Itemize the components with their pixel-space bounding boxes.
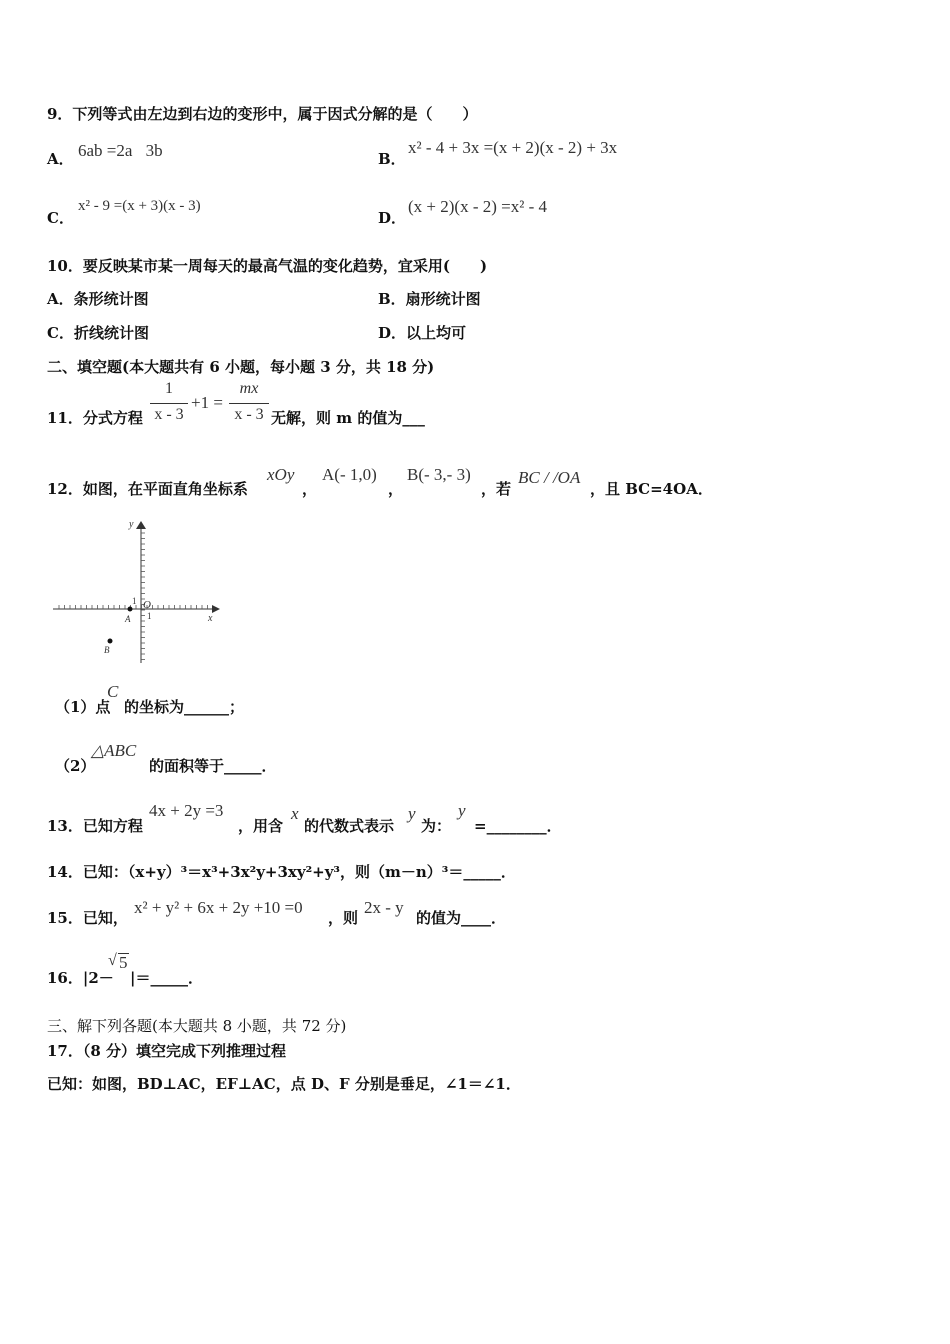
graph-tick-1-y: 1 — [132, 596, 137, 606]
q10-option-b: B．扇形统计图 — [378, 290, 481, 308]
coordinate-graph — [48, 515, 223, 670]
q12-sub2-suffix: 的面积等于_____． — [149, 757, 277, 775]
q12-sub2-var: △ABC — [91, 741, 137, 760]
q10-option-a: A．条形统计图 — [47, 290, 149, 308]
q10-stem: 10．要反映某市某一周每天的最高气温的变化趋势，宜采用( ) — [47, 257, 488, 275]
q10-option-d: D．以上均可 — [378, 324, 467, 342]
q9-option-b-label: B． — [378, 150, 406, 168]
q16-prefix: 16．|2－ — [47, 969, 114, 987]
q12-point-b: B(- 3,- 3) — [407, 465, 471, 484]
q15-prefix: 15．已知， — [47, 909, 128, 927]
q12-comma-2: ， — [388, 480, 404, 498]
graph-x-label: x — [208, 613, 213, 624]
graph-point-a — [128, 607, 133, 612]
y-axis-ticks — [141, 533, 145, 660]
q12-xoy: xOy — [267, 465, 295, 484]
q12-point-a: A(- 1,0) — [322, 465, 377, 484]
x-axis-arrow — [212, 605, 220, 613]
q9-stem: 9．下列等式由左边到右边的变形中，属于因式分解的是（ ） — [47, 105, 478, 123]
q12-sub1-var: C — [107, 682, 119, 701]
y-axis-arrow — [136, 521, 146, 529]
q15-equation: x² + y² + 6x + 2y +10 =0 — [134, 898, 303, 917]
q13-equation: 4x + 2y =3 — [149, 801, 224, 820]
q9-option-b-expr: x² - 4 + 3x =(x + 2)(x - 2) + 3x — [408, 138, 618, 157]
section-2-heading: 二、填空题(本大题共有 6 小题，每小题 3 分，共 18 分) — [47, 358, 435, 376]
q9-option-c-label: C． — [47, 209, 74, 227]
q13-y-2: y — [458, 801, 466, 820]
q13-y: y — [408, 804, 416, 823]
q11-frac2-denominator: x - 3 — [234, 406, 264, 423]
q12-prefix: 12．如图，在平面直角坐标系 — [47, 480, 248, 498]
q9-option-d-expr: (x + 2)(x - 2) =x² - 4 — [408, 197, 547, 216]
q11-frac1-denominator: x - 3 — [154, 406, 184, 423]
q13-mid-3: 为： — [421, 817, 452, 835]
graph-point-b — [108, 639, 113, 644]
q17-given: 已知：如图，BD⊥AC，EF⊥AC，点 D、F 分别是垂足，∠1＝∠1． — [47, 1075, 521, 1093]
q12-comma-1: ， — [302, 480, 318, 498]
q15-suffix: 的值为____． — [416, 909, 507, 927]
q13-x: x — [291, 804, 299, 823]
section-3-heading: 三、解下列各题(本大题共 8 小题，共 72 分) — [47, 1017, 347, 1035]
q11-prefix: 11．分式方程 — [47, 409, 143, 427]
q13-suffix: =________． — [474, 817, 562, 835]
q11-frac2-bar — [229, 403, 269, 404]
q12-ruo: ，若 — [481, 480, 512, 498]
q9-option-d-label: D． — [378, 209, 407, 227]
q11-frac1-numerator: 1 — [165, 380, 173, 397]
q11-frac1-bar — [150, 403, 188, 404]
q15-expression: 2x - y — [364, 898, 404, 917]
q9-option-a-expr: 6ab =2a⃞3b — [78, 141, 163, 160]
graph-point-b-label: B — [104, 645, 110, 655]
q13-mid-1: ，用含 — [238, 817, 284, 835]
graph-origin-label: O — [143, 599, 151, 611]
q11-plus-one: +1 = — [191, 393, 223, 412]
q12-sub2-prefix: （2） — [55, 757, 96, 775]
q10-option-c: C．折线统计图 — [47, 324, 149, 342]
q12-sub1-suffix: 的坐标为______； — [124, 698, 245, 716]
graph-point-a-label: A — [125, 614, 131, 624]
graph-tick-1-x: 1 — [147, 611, 152, 621]
q16-sqrt-symbol: √ — [108, 952, 117, 969]
q11-frac2-numerator: mx — [239, 380, 259, 397]
q13-prefix: 13．已知方程 — [47, 817, 143, 835]
graph-y-label: y — [129, 519, 134, 530]
q12-suffix: ，且 BC=4OA． — [590, 480, 713, 498]
q12-parallel: BC / /OA — [518, 468, 581, 487]
q17-stem: 17．（8 分）填空完成下列推理过程 — [47, 1042, 287, 1060]
q9-option-c-expr: x² - 9 =(x + 3)(x - 3) — [78, 198, 201, 214]
q11-suffix: 无解，则 m 的值为___ — [271, 409, 425, 427]
q13-mid-2: 的代数式表示 — [304, 817, 395, 835]
q12-sub1-prefix: （1）点 — [55, 698, 111, 716]
q16-suffix: |＝_____． — [130, 969, 203, 987]
q14-text: 14．已知：（x+y）³＝x³+3x²y+3xy²+y³，则（m－n）³＝_____． — [47, 863, 516, 881]
q15-mid: ，则 — [328, 909, 359, 927]
q9-option-a-label: A． — [47, 150, 74, 168]
q16-radicand: 5 — [119, 953, 128, 972]
